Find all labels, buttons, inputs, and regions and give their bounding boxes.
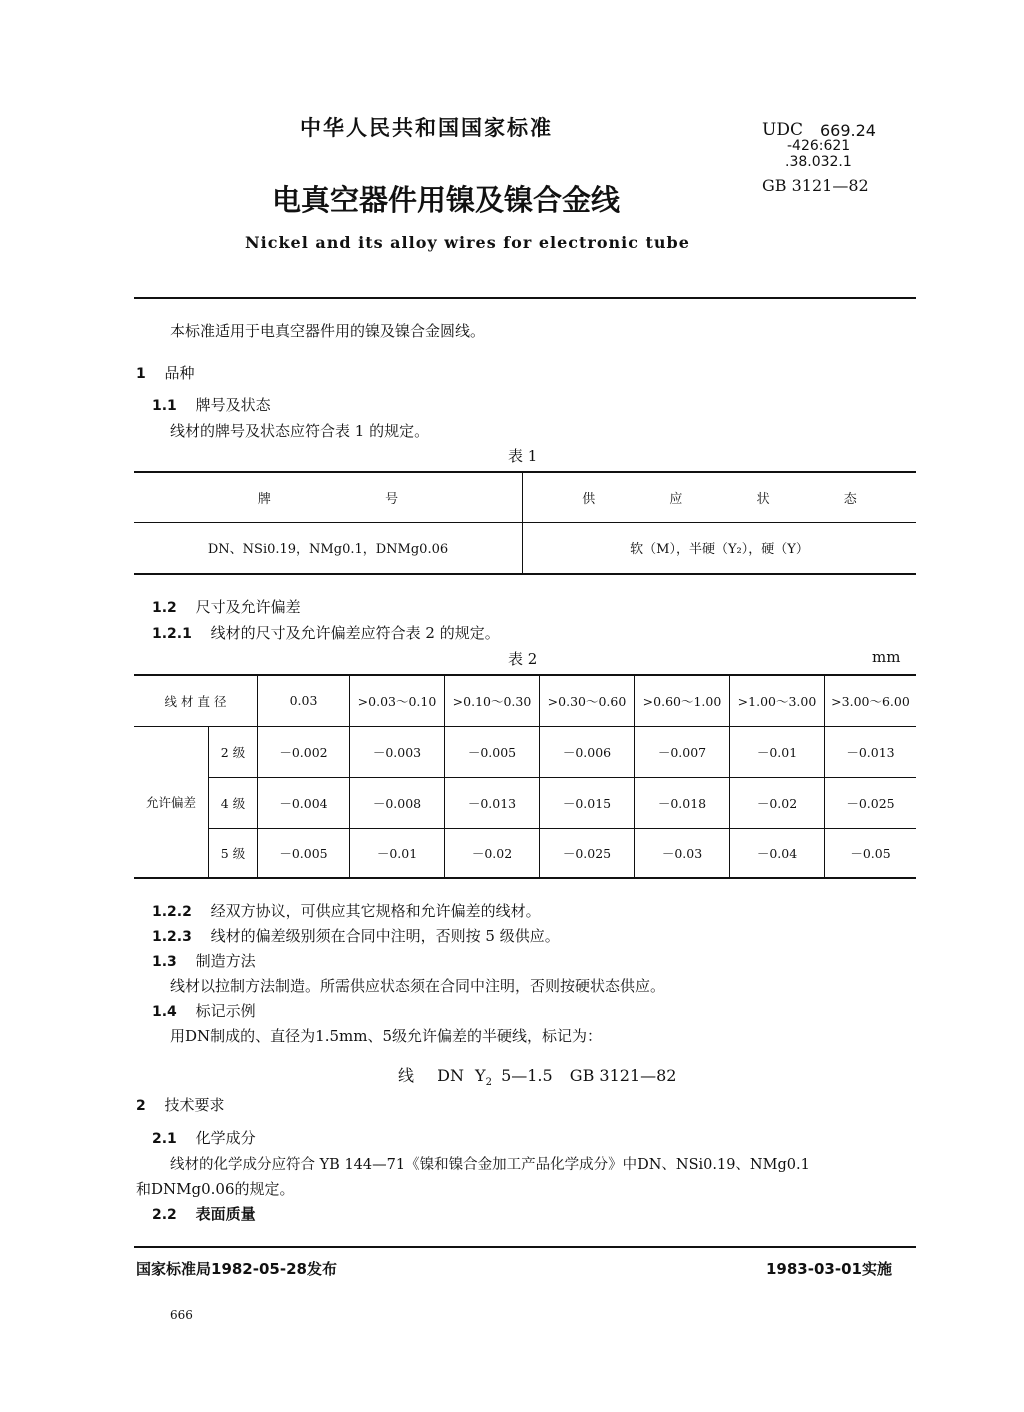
- section-body: 线材的尺寸及允许偏差应符合表 2 的规定。: [210, 624, 500, 642]
- table1: [134, 471, 916, 575]
- section-1-4-heading: [152, 1000, 256, 1021]
- intro-text: 本标准适用于电真空器件用的镍及镍合金圆线。: [170, 322, 486, 340]
- header-rule: [134, 297, 916, 299]
- section-body: 线材的偏差级别须在合同中注明，否则按 5 级供应。: [210, 927, 560, 945]
- section-2-1-body-line1: 线材的化学成分应符合 YB 144—71《镍和镍合金加工产品化学成分》中DN、NSi0.19、NMg0.1: [170, 1157, 810, 1173]
- title-chinese: 电真空器件用镍及镍合金线: [272, 183, 621, 217]
- section-title: 标记示例: [195, 1002, 256, 1020]
- title-english: Nickel and its alloy wires for electronic tube: [245, 233, 690, 252]
- section-number: 1.2.2: [152, 904, 192, 920]
- section-number: 2.2: [152, 1207, 177, 1223]
- effective-date: 1983-03-01实施: [766, 1260, 892, 1278]
- section-2-heading: [136, 1094, 225, 1115]
- table1-caption: 表 1: [508, 447, 538, 465]
- diameter-cell: >0.03～0.10: [350, 675, 445, 726]
- tolerance-cell: －0.013: [825, 726, 917, 777]
- tolerance-cell: －0.013: [445, 777, 540, 828]
- section-2-1-heading: [152, 1127, 256, 1148]
- header-char: 牌: [257, 491, 271, 507]
- tolerance-cell: －0.018: [635, 777, 730, 828]
- header-char: 态: [843, 491, 857, 507]
- section-1-4-body: 用DN制成的、直径为1.5mm、5级允许偏差的半硬线，标记为：: [170, 1027, 602, 1045]
- tolerance-cell: －0.004: [258, 777, 350, 828]
- udc-line-1: 669.24: [820, 121, 876, 140]
- header-char: 供: [582, 491, 596, 507]
- table1-grade-header: [134, 472, 523, 522]
- section-1-2-1: [152, 622, 500, 643]
- tolerance-cell: －0.008: [350, 777, 445, 828]
- section-2-1-body-line2: 和DNMg0.06的规定。: [136, 1180, 295, 1198]
- marking-example: [398, 1063, 676, 1088]
- footer-rule: [134, 1246, 916, 1248]
- table1-grades: DN、NSi0.19，NMg0.1，DNMg0.06: [134, 522, 523, 574]
- marking-state-sub: 2: [485, 1077, 492, 1089]
- section-1-1-body: 线材的牌号及状态应符合表 1 的规定。: [170, 422, 430, 440]
- section-number: 1.4: [152, 1004, 177, 1020]
- tolerance-cell: －0.002: [258, 726, 350, 777]
- section-1-3-body: 线材以拉制方法制造。所需供应状态须在合同中注明，否则按硬状态供应。: [170, 977, 666, 995]
- table2-unit: mm: [872, 648, 901, 666]
- section-1-2-3: [152, 925, 560, 946]
- grade-cell: 4 级: [209, 777, 258, 828]
- header-char: 状: [756, 491, 770, 507]
- section-1-1-heading: [152, 394, 271, 415]
- table2-diameter-label: 线 材 直 径: [134, 675, 258, 726]
- marking-spec: 5—1.5: [501, 1066, 553, 1085]
- table-row: [134, 828, 916, 878]
- section-1-3-heading: [152, 950, 256, 971]
- tolerance-cell: －0.005: [445, 726, 540, 777]
- tolerance-cell: －0.02: [730, 777, 825, 828]
- diameter-cell: >0.60～1.00: [635, 675, 730, 726]
- header-char: 应: [669, 491, 683, 507]
- header-char: 号: [385, 491, 399, 507]
- udc-line-2: -426:621: [787, 138, 851, 154]
- section-1-heading: [136, 362, 195, 383]
- section-number: 1.2.1: [152, 626, 192, 642]
- marking-state: Y: [475, 1066, 486, 1085]
- table1-states: 软（M），半硬（Y₂），硬（Y）: [523, 522, 917, 574]
- tolerance-cell: －0.005: [258, 828, 350, 878]
- section-number: 1.1: [152, 398, 177, 414]
- section-title: 技术要求: [164, 1096, 225, 1114]
- section-number: 1.2: [152, 600, 177, 616]
- tolerance-cell: －0.05: [825, 828, 917, 878]
- section-body: 经双方协议，可供应其它规格和允许偏差的线材。: [210, 902, 541, 920]
- tolerance-cell: －0.015: [540, 777, 635, 828]
- table1-state-header: [523, 472, 917, 522]
- marking-prefix: 线: [398, 1066, 415, 1085]
- table-row: [134, 726, 916, 777]
- tolerance-cell: －0.03: [635, 828, 730, 878]
- grade-cell: 5 级: [209, 828, 258, 878]
- tolerance-cell: －0.006: [540, 726, 635, 777]
- marking-standard: GB 3121—82: [569, 1066, 677, 1085]
- standard-name: 中华人民共和国国家标准: [300, 116, 553, 140]
- gb-number: GB 3121—82: [762, 176, 869, 195]
- section-number: 2: [136, 1098, 146, 1114]
- section-title: 牌号及状态: [195, 396, 271, 414]
- diameter-cell: >0.10～0.30: [445, 675, 540, 726]
- diameter-cell: >3.00～6.00: [825, 675, 917, 726]
- section-1-2-2: [152, 900, 541, 921]
- tolerance-cell: －0.01: [350, 828, 445, 878]
- tolerance-cell: －0.04: [730, 828, 825, 878]
- table2: [134, 674, 916, 879]
- table2-tolerance-label: 允许偏差: [134, 726, 209, 878]
- diameter-cell: >1.00～3.00: [730, 675, 825, 726]
- issue-date: 国家标准局1982-05-28发布: [136, 1260, 337, 1278]
- section-title: 尺寸及允许偏差: [195, 598, 301, 616]
- tolerance-cell: －0.025: [540, 828, 635, 878]
- tolerance-cell: －0.003: [350, 726, 445, 777]
- udc-line-3: .38.032.1: [785, 154, 852, 170]
- section-2-2-heading: [152, 1203, 256, 1224]
- section-title: 化学成分: [195, 1129, 256, 1147]
- tolerance-cell: －0.007: [635, 726, 730, 777]
- tolerance-cell: －0.02: [445, 828, 540, 878]
- tolerance-cell: －0.01: [730, 726, 825, 777]
- section-1-2-heading: [152, 596, 301, 617]
- section-number: 1: [136, 366, 146, 382]
- marking-grade: DN: [437, 1066, 464, 1085]
- section-title: 表面质量: [195, 1205, 256, 1223]
- diameter-cell: >0.30～0.60: [540, 675, 635, 726]
- table2-caption: 表 2: [508, 650, 538, 668]
- page-number: 666: [170, 1308, 193, 1322]
- tolerance-cell: －0.025: [825, 777, 917, 828]
- section-title: 制造方法: [195, 952, 256, 970]
- section-number: 2.1: [152, 1131, 177, 1147]
- diameter-cell: 0.03: [258, 675, 350, 726]
- section-number: 1.3: [152, 954, 177, 970]
- grade-cell: 2 级: [209, 726, 258, 777]
- section-number: 1.2.3: [152, 929, 192, 945]
- udc-label: UDC: [762, 120, 803, 140]
- table-row: [134, 777, 916, 828]
- section-title: 品种: [164, 364, 195, 382]
